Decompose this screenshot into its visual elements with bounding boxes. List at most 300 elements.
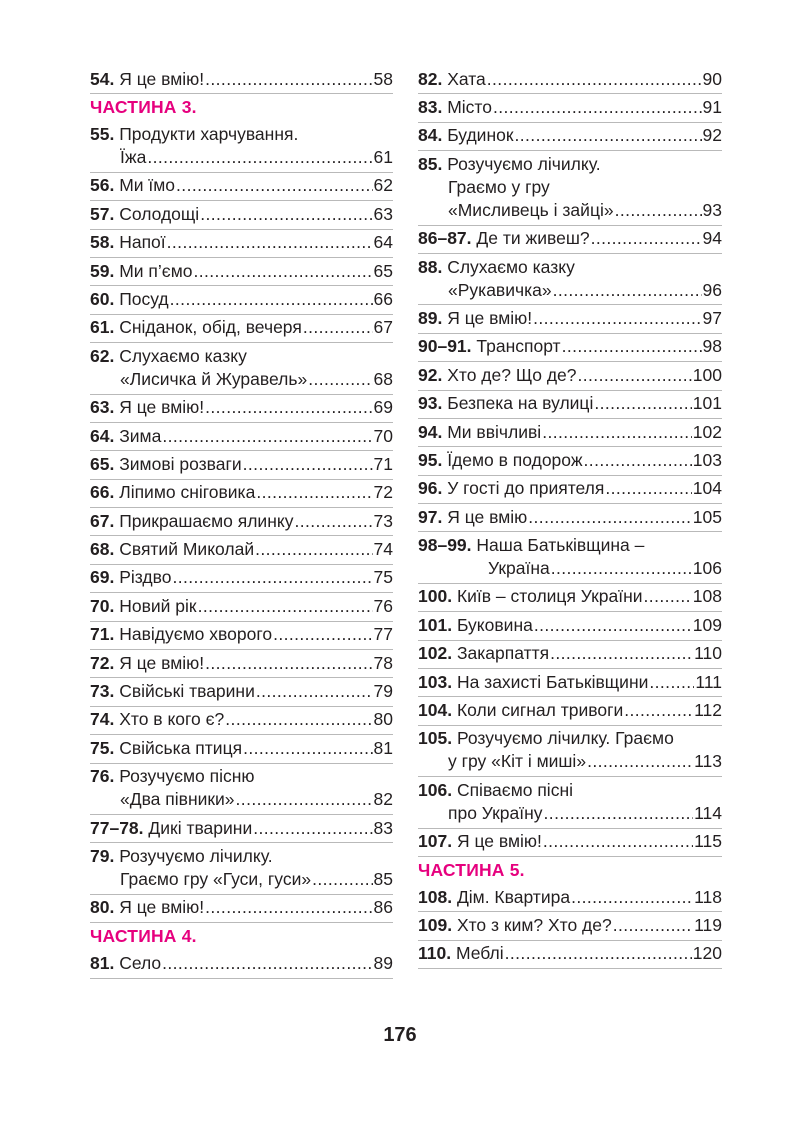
entry-page: 104: [692, 478, 722, 499]
entry-title: Святий Миколай: [119, 539, 255, 560]
dot-leader: [147, 146, 372, 169]
entry-title: Дикі тварини: [148, 817, 253, 838]
entry-title: Ліпимо сніговика: [119, 482, 256, 503]
toc-entry-line: [90, 868, 393, 891]
dot-leader: [172, 566, 372, 589]
toc-entry-line: [418, 506, 722, 529]
toc-entry-line: [90, 174, 393, 197]
dot-leader: [578, 364, 692, 387]
dot-leader: [493, 96, 702, 119]
toc-entry-line: [418, 914, 722, 937]
entry-number: 104.: [418, 700, 453, 721]
entry-title: Хата: [447, 68, 486, 89]
toc-left-column: [90, 66, 393, 979]
toc-entry: [90, 815, 393, 843]
dot-leader: [205, 652, 372, 675]
toc-entry: [90, 508, 393, 536]
toc-entry: [418, 884, 722, 912]
entry-number: 60.: [90, 288, 115, 309]
toc-entry-line: [418, 642, 722, 665]
dot-leader: [256, 680, 373, 703]
toc-entry: [90, 66, 393, 94]
entry-number: 89.: [418, 307, 443, 328]
entry-page: 118: [694, 886, 722, 907]
dot-leader: [542, 421, 692, 444]
page-number: 176: [383, 1024, 417, 1046]
entry-title: Продукти харчування.: [119, 123, 299, 144]
entry-title: Закарпаття: [456, 643, 550, 664]
dot-leader: [294, 510, 372, 533]
toc-entry-line: [90, 538, 393, 561]
toc-entry: [418, 476, 722, 504]
entry-title: Буковина: [456, 614, 533, 635]
entry-number: 108.: [418, 886, 453, 907]
entry-page: 72: [373, 482, 393, 503]
section-heading-row: [90, 923, 393, 950]
entry-page: 82: [373, 789, 393, 810]
entry-title: Я це вмію!: [456, 831, 542, 852]
dot-leader: [528, 506, 692, 529]
toc-entry-line: [90, 510, 393, 533]
entry-number: 88.: [418, 256, 443, 277]
entry-number: 102.: [418, 643, 453, 664]
toc-entry-line: [418, 449, 722, 472]
toc-entry-line: [418, 256, 722, 279]
dot-leader: [544, 802, 694, 825]
entry-title: Ми п’ємо: [119, 260, 193, 281]
toc-entry-line: [418, 477, 722, 500]
toc-entry-line: [418, 124, 722, 147]
entry-number: 63.: [90, 397, 115, 418]
toc-entry: [418, 532, 722, 583]
entry-title: Граємо гру «Гуси, гуси»: [120, 868, 312, 889]
entry-page: 63: [373, 203, 393, 224]
toc-entry-line: [90, 231, 393, 254]
entry-title: Свійська птиця: [119, 737, 243, 758]
entry-title: Зима: [119, 425, 162, 446]
toc-entry-line: [90, 765, 393, 788]
toc-entry-line: [90, 203, 393, 226]
toc-entry-line: [90, 845, 393, 868]
entry-title: Де ти живеш?: [476, 228, 590, 249]
dot-leader: [308, 368, 372, 391]
dot-leader: [505, 942, 692, 965]
entry-title: Місто: [447, 96, 492, 117]
toc-entry-line: [90, 952, 393, 975]
entry-number: 80.: [90, 897, 115, 918]
toc-entry: [418, 941, 722, 969]
toc-entry-line: [418, 364, 722, 387]
toc-entry-line: [418, 614, 722, 637]
entry-title: Різдво: [119, 567, 172, 588]
entry-page: 111: [695, 671, 722, 692]
dot-leader: [534, 614, 692, 637]
entry-number: 109.: [418, 914, 453, 935]
entry-page: 73: [373, 510, 393, 531]
toc-entry: [418, 641, 722, 669]
toc-entry: [90, 258, 393, 286]
toc-entry-line: [90, 288, 393, 311]
entry-page: 112: [694, 700, 722, 721]
dot-leader: [225, 708, 372, 731]
entry-title: Зимові розваги: [119, 453, 242, 474]
toc-entry: [90, 230, 393, 258]
toc-entry: [90, 286, 393, 314]
entry-number: 83.: [418, 96, 443, 117]
entry-title: Ми їмо: [119, 175, 176, 196]
entry-page: 81: [373, 737, 393, 758]
entry-number: 106.: [418, 779, 453, 800]
entry-page: 97: [702, 307, 722, 328]
entry-title: Київ – столиця України: [456, 586, 643, 607]
entry-title: Свійські тварини: [119, 681, 255, 702]
toc-entry: [418, 254, 722, 305]
toc-entry-line: [418, 421, 722, 444]
toc-entry-line: [418, 585, 722, 608]
toc-entry: [418, 777, 722, 828]
dot-leader: [303, 316, 373, 339]
dot-leader: [176, 174, 372, 197]
entry-title: Хто в кого є?: [119, 709, 225, 730]
entry-number: 71.: [90, 624, 115, 645]
entry-number: 56.: [90, 175, 115, 196]
entry-title: Хто де? Що де?: [447, 364, 577, 385]
toc-entry-line: [90, 123, 393, 146]
toc-entry-line: [418, 727, 722, 750]
entry-title: Слухаємо казку: [447, 256, 575, 277]
toc-entry: [90, 395, 393, 423]
entry-page: 102: [692, 421, 722, 442]
toc-entry-line: [90, 788, 393, 811]
toc-entry: [418, 362, 722, 390]
entry-number: 84.: [418, 125, 443, 146]
toc-entry-line: [418, 942, 722, 965]
dot-leader: [243, 737, 372, 760]
toc-entry-line: [90, 481, 393, 504]
entry-number: 61.: [90, 317, 115, 338]
entry-number: 86–87.: [418, 228, 472, 249]
dot-leader: [200, 203, 372, 226]
entry-number: 74.: [90, 709, 115, 730]
entry-number: 82.: [418, 68, 443, 89]
entry-title: Співаємо пісні: [456, 779, 573, 800]
dot-leader: [584, 449, 692, 472]
entry-title: Розучуємо лічилку.: [447, 153, 601, 174]
entry-page: 94: [702, 228, 722, 249]
toc-entry: [90, 343, 393, 394]
entry-page: 103: [692, 449, 722, 470]
toc-entry: [90, 173, 393, 201]
toc-entry-line: [90, 680, 393, 703]
entry-page: 113: [694, 751, 722, 772]
entry-title: Розучуємо пісню: [119, 766, 255, 787]
entry-page: 66: [373, 288, 393, 309]
toc-entry-line: [418, 68, 722, 91]
entry-title: Ми ввічливі: [447, 421, 542, 442]
entry-page: 77: [373, 624, 393, 645]
toc-entry-line: [90, 708, 393, 731]
entry-page: 114: [694, 802, 722, 823]
entry-title: Я це вмію!: [119, 68, 205, 89]
entry-page: 109: [692, 614, 722, 635]
toc-entry-line: [90, 652, 393, 675]
entry-number: 100.: [418, 586, 453, 607]
dot-leader: [591, 227, 702, 250]
entry-number: 96.: [418, 478, 443, 499]
toc-entry-line: [90, 425, 393, 448]
toc-entry-line: [90, 737, 393, 760]
toc-entry: [90, 565, 393, 593]
toc-entry: [90, 707, 393, 735]
entry-title: «Два півники»: [120, 789, 235, 810]
dot-leader: [162, 952, 372, 975]
entry-title: Будинок: [447, 125, 514, 146]
entry-title: у гру «Кіт і миші»: [448, 751, 587, 772]
entry-number: 64.: [90, 425, 115, 446]
entry-page: 78: [373, 652, 393, 673]
entry-title: Новий рік: [119, 595, 197, 616]
toc-entry: [90, 121, 393, 172]
entry-page: 98: [702, 336, 722, 357]
entry-page: 70: [373, 425, 393, 446]
toc-entry-line: [418, 534, 722, 557]
entry-title: Я це вмію!: [447, 307, 533, 328]
entry-title: Я це вмію!: [119, 897, 205, 918]
entry-title: «Мисливець і зайці»: [448, 199, 614, 220]
entry-page: 90: [702, 68, 722, 89]
entry-page: 75: [373, 567, 393, 588]
entry-number: 81.: [90, 952, 115, 973]
dot-leader: [198, 595, 373, 618]
entry-page: 71: [373, 453, 393, 474]
entry-page: 67: [373, 317, 393, 338]
entry-number: 65.: [90, 453, 115, 474]
toc-entry-line: [90, 896, 393, 919]
entry-page: 64: [373, 232, 393, 253]
entry-number: 95.: [418, 449, 443, 470]
toc-entry-line: [418, 279, 722, 302]
dot-leader: [273, 623, 372, 646]
entry-title: Наша Батьківщина –: [476, 535, 645, 556]
toc-entry-line: [418, 671, 722, 694]
entry-number: 72.: [90, 652, 115, 673]
toc-entry-line: [418, 557, 722, 580]
entry-page: 79: [373, 681, 393, 702]
entry-page: 91: [702, 96, 722, 117]
entry-title: Безпека на вулиці: [447, 393, 594, 414]
toc-entry-line: [418, 176, 722, 199]
entry-page: 101: [692, 393, 722, 414]
section-heading: ЧАСТИНА 5.: [418, 859, 525, 880]
entry-page: 86: [373, 897, 393, 918]
entry-title: «Рукавичка»: [448, 279, 552, 300]
toc-entry: [90, 451, 393, 479]
entry-title: Коли сигнал тривоги: [456, 700, 624, 721]
entry-number: 59.: [90, 260, 115, 281]
section-heading: ЧАСТИНА 4.: [90, 926, 197, 947]
dot-leader: [613, 914, 693, 937]
toc-entry: [90, 735, 393, 763]
entry-title: Навідуємо хворого: [119, 624, 273, 645]
entry-page: 105: [692, 506, 722, 527]
dot-leader: [551, 557, 692, 580]
toc-entry: [90, 315, 393, 343]
entry-page: 110: [694, 643, 722, 664]
toc-entry-line: [418, 307, 722, 330]
toc-entry-line: [418, 96, 722, 119]
toc-entry: [90, 650, 393, 678]
entry-page: 89: [373, 952, 393, 973]
entry-page: 93: [702, 199, 722, 220]
entry-number: 105.: [418, 728, 453, 749]
toc-entry-line: [90, 566, 393, 589]
entry-page: 83: [373, 817, 393, 838]
entry-number: 77–78.: [90, 817, 144, 838]
toc-entry: [418, 66, 722, 94]
toc-entry-line: [90, 368, 393, 391]
toc-entry: [418, 334, 722, 362]
toc-entry: [90, 895, 393, 923]
dot-leader: [256, 481, 372, 504]
toc-entry: [418, 726, 722, 777]
section-heading-row: [418, 857, 722, 884]
entry-page: 85: [373, 868, 393, 889]
entry-title: Розучуємо лічилку. Граємо: [456, 728, 674, 749]
dot-leader: [543, 830, 693, 853]
toc-entry: [90, 622, 393, 650]
entry-page: 69: [373, 397, 393, 418]
entry-title: Україна: [488, 558, 550, 579]
entry-title: Я це вмію!: [119, 652, 205, 673]
entry-number: 94.: [418, 421, 443, 442]
toc-entry-line: [418, 335, 722, 358]
entry-number: 67.: [90, 510, 115, 531]
dot-leader: [550, 642, 693, 665]
entry-number: 97.: [418, 506, 443, 527]
toc-entry-line: [418, 830, 722, 853]
entry-title: Хто з ким? Хто де?: [456, 914, 612, 935]
toc-entry: [418, 697, 722, 725]
dot-leader: [649, 671, 694, 694]
entry-page: 96: [702, 279, 722, 300]
toc-entry: [90, 764, 393, 815]
dot-leader: [312, 868, 372, 891]
dot-leader: [587, 750, 693, 773]
toc-entry-line: [90, 453, 393, 476]
entry-title: Дім. Квартира: [456, 886, 571, 907]
dot-leader: [571, 886, 693, 909]
toc-entry: [418, 151, 722, 225]
entry-number: 68.: [90, 539, 115, 560]
entry-number: 66.: [90, 482, 115, 503]
toc-entry: [418, 669, 722, 697]
dot-leader: [533, 307, 701, 330]
entry-page: 100: [692, 364, 722, 385]
toc-entry: [90, 678, 393, 706]
entry-page: 120: [692, 943, 722, 964]
toc-entry-line: [418, 779, 722, 802]
toc-entry: [90, 950, 393, 978]
entry-number: 54.: [90, 68, 115, 89]
dot-leader: [170, 288, 373, 311]
toc-entry-line: [90, 260, 393, 283]
entry-title: Їдемо в подорож: [447, 449, 583, 470]
entry-number: 57.: [90, 203, 115, 224]
toc-entry-line: [418, 392, 722, 415]
toc-entry-line: [418, 750, 722, 773]
entry-title: Солодощі: [119, 203, 200, 224]
toc-entry-line: [90, 817, 393, 840]
toc-entry: [90, 201, 393, 229]
entry-number: 85.: [418, 153, 443, 174]
toc-entry: [418, 447, 722, 475]
toc-entry: [418, 226, 722, 254]
toc-entry: [90, 843, 393, 894]
entry-title: «Лисичка й Журавель»: [120, 368, 308, 389]
entry-page: 108: [692, 586, 722, 607]
toc-entry-line: [90, 396, 393, 419]
entry-page: 115: [694, 831, 722, 852]
entry-title: Транспорт: [476, 336, 561, 357]
entry-title: На захисті Батьківщини: [456, 671, 649, 692]
toc-entry: [90, 480, 393, 508]
section-heading: ЧАСТИНА 3.: [90, 97, 197, 118]
entry-number: 73.: [90, 681, 115, 702]
toc-entry-line: [418, 886, 722, 909]
entry-page: 80: [373, 709, 393, 730]
toc-entry-line: [90, 316, 393, 339]
entry-number: 103.: [418, 671, 453, 692]
toc-entry: [418, 94, 722, 122]
dot-leader: [624, 699, 693, 722]
toc-entry-line: [418, 199, 722, 222]
entry-number: 101.: [418, 614, 453, 635]
toc-entry: [90, 536, 393, 564]
toc-entry: [418, 305, 722, 333]
entry-number: 79.: [90, 845, 115, 866]
section-heading-row: [90, 94, 393, 121]
toc-entry: [418, 504, 722, 532]
toc-entry-line: [90, 345, 393, 368]
dot-leader: [193, 260, 372, 283]
toc-right-column: [418, 66, 722, 969]
entry-title: Слухаємо казку: [119, 345, 247, 366]
dot-leader: [487, 68, 702, 91]
entry-number: 76.: [90, 766, 115, 787]
entry-title: Село: [119, 952, 162, 973]
toc-entry: [418, 123, 722, 151]
entry-number: 62.: [90, 345, 115, 366]
entry-number: 70.: [90, 595, 115, 616]
entry-page: 106: [692, 558, 722, 579]
entry-page: 65: [373, 260, 393, 281]
entry-title: Граємо у гру: [448, 176, 550, 197]
entry-page: 58: [373, 68, 393, 89]
dot-leader: [162, 425, 372, 448]
entry-title: Прикрашаємо ялинку: [119, 510, 294, 531]
entry-title: Розучуємо лічилку.: [119, 845, 273, 866]
dot-leader: [515, 124, 702, 147]
dot-leader: [255, 538, 372, 561]
toc-entry-line: [418, 802, 722, 825]
entry-page: 92: [702, 125, 722, 146]
entry-number: 93.: [418, 393, 443, 414]
toc-entry-line: [418, 153, 722, 176]
dot-leader: [605, 477, 691, 500]
toc-entry-line: [418, 699, 722, 722]
dot-leader: [205, 396, 372, 419]
entry-number: 110.: [418, 943, 452, 964]
